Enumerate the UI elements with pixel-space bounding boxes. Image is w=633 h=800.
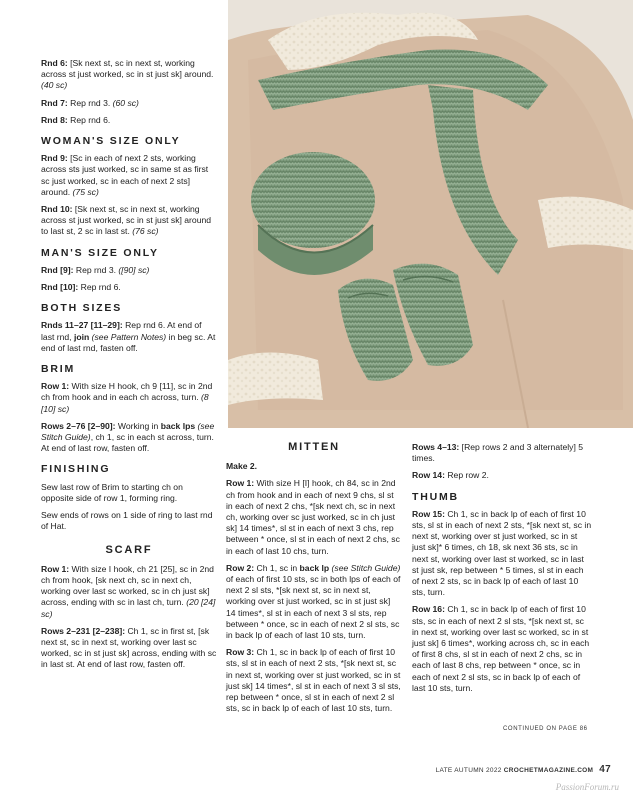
continued-note: CONTINUED ON PAGE 86 <box>503 726 588 732</box>
stitch-count: (40 sc) <box>41 80 68 91</box>
mitten-row-2 <box>226 563 402 641</box>
rnd-label: Rnds 11–27 [11–29]: <box>41 320 123 331</box>
rnd-text: [Sc in each of next 2 sts, working across sts just worked, sc in same st as first sc just worked, sc in each of next 2 sts] around. <box>41 153 209 197</box>
row-text: With size I hook, ch 21 [25], sc in 2nd ch from hook, [sk next ch, sc in next ch, working over last sc worked, sc in ch just sk] across, ending with sc in last ch, turn. <box>41 563 214 608</box>
rnd-label: Rnd 6: <box>41 58 68 68</box>
row-text: , ch 1, sc in each st across, turn. At end of last row, fasten off. <box>41 432 214 454</box>
rnds-11-27 <box>41 320 217 354</box>
rnd-text: Rep rnd 6. At end of last rnd, <box>41 320 202 342</box>
rnd-label: Rnd [10]: <box>41 282 79 293</box>
rnd-text: [Sk next st, sc in next st, working across st just worked, sc in st just sk] around to last st, 2 sc in last st. <box>41 204 212 237</box>
womans-size-heading: WOMAN'S SIZE ONLY <box>41 135 181 148</box>
mitten-row-3 <box>226 647 402 714</box>
row-text: of each of first 10 sts, sc in both lps of each of next 2 sl sts, *[sk next st, sc in next st, working over st just worked, sc in st just sk] 14 times*, sl st in each of next 3 sl sts, rep between * once, sc in each of next 2 sl sts, sc in back lp of each of last 10 sts, turn. <box>226 574 401 641</box>
stitch-guide-ref: (see Stitch Guide) <box>329 562 401 573</box>
row-label: Rows 2–231 [2–238]: <box>41 625 126 636</box>
row-text: Ch 1, sc in back lp of each of first 10 sts, sc in each of next 2 sl sts, *[sk next st, sc in next st, working over last sc worked, sc in st just sk] 6 times*, working across ch, sc in each of first 8 chs, sl st in each of next 2 chs, sc in each of last 8 chs, rep between * once, sc in each of next 2 sl sts, sc in back lp of each of last 10 sts, turn. <box>412 604 590 693</box>
mitten-rows-4-13 <box>412 442 592 464</box>
stitch-count: ([90] sc) <box>118 264 150 275</box>
row-label: Row 14: <box>412 470 445 481</box>
rnd-10 <box>41 204 217 238</box>
mitten-row-1 <box>226 478 402 556</box>
page-footer <box>436 764 611 775</box>
row-label: Row 1: <box>226 478 255 489</box>
stitch-count: (60 sc) <box>112 97 139 108</box>
join-term: join <box>73 331 90 342</box>
stitch-count: (75 sc) <box>72 186 99 197</box>
mans-size-heading: MAN'S SIZE ONLY <box>41 246 159 259</box>
column-2 <box>226 442 402 720</box>
rnd-label: Rnd 9: <box>41 153 68 164</box>
row-text: With size H hook, ch 9 [11], sc in 2nd ch from hook and in each ch across, turn. <box>41 381 213 403</box>
brim-rows-2-76 <box>41 421 217 455</box>
rnd-text: Rep rnd 3. <box>67 97 113 108</box>
thumb-row-16 <box>412 604 592 694</box>
row-label: Row 2: <box>226 562 255 573</box>
mans-rnd-10 <box>41 282 217 293</box>
finishing-p1: Sew last row of Brim to starting ch on opposite side of row 1, forming ring. <box>41 481 183 503</box>
row-label: Rows 2–76 [2–90]: <box>41 420 116 431</box>
mans-rnd-9 <box>41 265 217 276</box>
finishing-p2: Sew ends of rows on 1 side of ring to last rnd of Hat. <box>41 510 213 532</box>
stitch-count: (8 [10] sc) <box>41 392 209 414</box>
row-label: Row 3: <box>226 647 255 658</box>
rnd-label: Rnd 7: <box>41 97 68 108</box>
row-text: [Rep rows 2 and 3 alternately] 5 times. <box>412 442 584 464</box>
rnd-label: Rnd [9]: <box>41 264 74 275</box>
stitch-count: (20 [24] sc) <box>41 597 216 619</box>
row-text: With size H [I] hook, ch 84, sc in 2nd ch from hook and in each of next 9 chs, sl st in each of next 2 chs, *[sk next ch, sc in next ch, working over sc just worked, sc in ch just sk] 14 times*, sl st in each of next 3 chs, rep between * once, sl st in each of next 2 chs, sc in each of last 10 chs, turn. <box>226 478 400 556</box>
rnd-text: Rep rnd 6. <box>78 282 121 293</box>
row-text: Rep row 2. <box>444 470 489 481</box>
thumb-row-15 <box>412 509 592 599</box>
brim-heading: BRIM <box>41 363 76 376</box>
scarf-rows-2-231 <box>41 626 217 671</box>
thumb-heading: THUMB <box>412 490 459 503</box>
row-text: Ch 1, sc in <box>254 562 300 573</box>
issue-label: LATE AUTUMN 2022 <box>435 767 504 774</box>
rnd-text: in beg sc. At end of last rnd, fasten off. <box>41 331 216 353</box>
column-1 <box>41 58 217 677</box>
rnd-text: [Sk next st, sc in next st, working across st just worked, sc in st just sk] around. <box>41 58 214 80</box>
row-text: Ch 1, sc in first st, [sk next st, sc in next st, working over last sc worked, sc in st just sk] across, ending with sc in last st. At end of last row, fasten off. <box>41 625 217 670</box>
back-lp-term: back lp <box>299 562 330 573</box>
row-text: Ch 1, sc in back lp of each of first 10 sts, sl st in each of next 2 sts, *[sk next st, sc in next st, working over st just worked, sc in st just sk] 14 times*, sl st in each of next 3 sl sts, rep between * once, sl st in each of next 2 sl sts, sc in back lp of each of last 10 sts, turn. <box>226 647 401 714</box>
rnd-7 <box>41 98 217 109</box>
rnd-label: Rnd 10: <box>41 204 73 215</box>
back-lps-term: back lps <box>160 420 196 431</box>
watermark: PassionForum.ru <box>555 782 619 792</box>
pattern-note-ref: (see Pattern Notes) <box>89 331 167 342</box>
mitten-heading: MITTEN <box>288 441 340 453</box>
stitch-count: (76 sc) <box>132 226 159 237</box>
page-number: 47 <box>599 764 611 775</box>
rnd-8 <box>41 115 217 126</box>
row-text: Working in <box>115 420 161 431</box>
row-label: Row 1: <box>41 563 70 574</box>
row-label: Row 16: <box>412 604 445 615</box>
brim-row-1 <box>41 381 217 415</box>
column-3 <box>412 442 592 700</box>
scarf-heading: SCARF <box>105 543 153 556</box>
make-2: Make 2. <box>226 461 258 472</box>
product-photo <box>228 0 633 428</box>
magazine-link[interactable]: CROCHETMAGAZINE.COM <box>503 767 594 774</box>
rnd-label: Rnd 8: <box>41 114 68 125</box>
row-label: Rows 4–13: <box>412 442 460 452</box>
rnd-text: Rep rnd 6. <box>67 114 111 125</box>
scarf-row-1 <box>41 564 217 620</box>
both-sizes-heading: BOTH SIZES <box>41 302 123 315</box>
finishing-heading: FINISHING <box>41 463 111 476</box>
stitch-guide-ref: (see Stitch Guide) <box>41 420 215 443</box>
row-label: Row 15: <box>412 508 445 519</box>
mitten-row-14 <box>412 470 592 481</box>
rnd-9 <box>41 153 217 198</box>
rnd-6 <box>41 58 217 92</box>
row-label: Row 1: <box>41 381 70 392</box>
rnd-text: Rep rnd 3. <box>73 264 119 275</box>
row-text: Ch 1, sc in back lp of each of first 10 sts, sl st in each of next 2 sts, *[sk next st, sc in next st, working over st just worked, sc in st just sk]* 6 times, ch 18, sk next 36 sts, sc in next st, working over last st worked, sc in last st just sk, rep between * 5 times, sl st in each of next 2 sts, sc in back lp of each of last 10 sts, turn. <box>412 508 592 598</box>
